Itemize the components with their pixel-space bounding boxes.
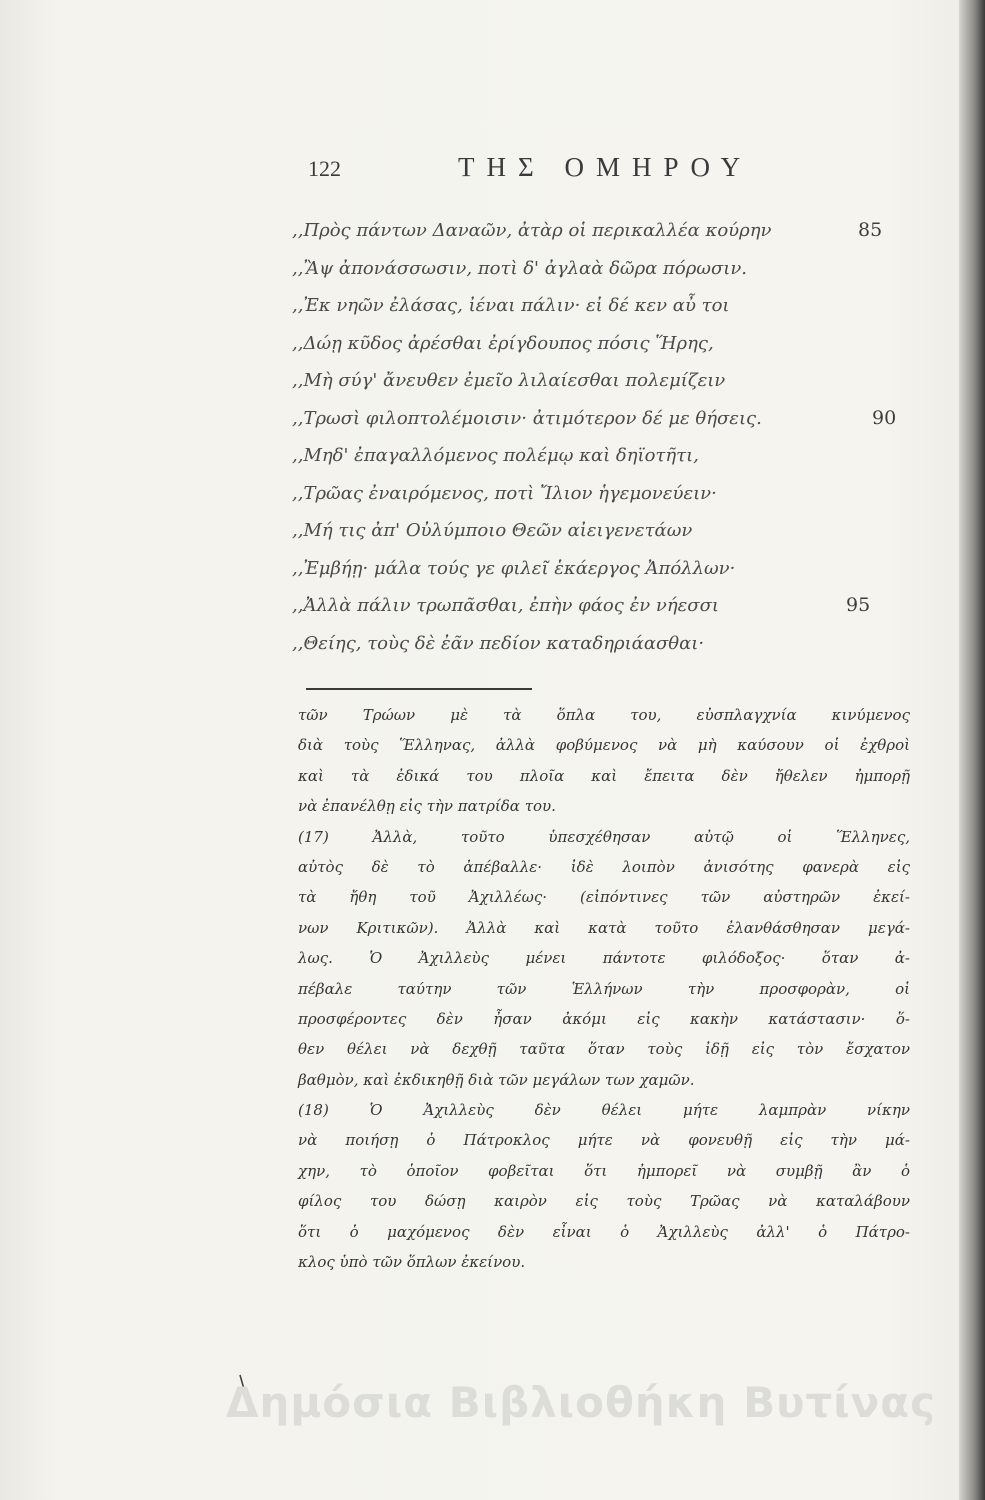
footnote-line: ὅτι ὁ μαχόμενος δὲν εἶναι ὁ Ἀχιλλεὺς ἀλλ' ὁ Πάτρο-	[298, 1222, 910, 1241]
verse-text: ,,Ἐκ νηῶν ἐλάσας, ἰέναι πάλιν· εἰ δέ κεν αὖ τοι	[292, 295, 730, 316]
running-title: ΤΗΣ ΟΜΗΡΟΥ	[458, 152, 753, 182]
verse-text: ,,Ἂψ ἀπονάσσωσιν, ποτὶ δ' ἀγλαὰ δῶρα πόρωσιν.	[292, 257, 747, 279]
verse-text: ,,Μὴ σύγ' ἄνευθεν ἐμεῖο λιλαίεσθαι πολεμίζειν	[292, 370, 726, 391]
verse-line	[292, 287, 932, 325]
footnote-line: νὰ ἐπανέλθῃ εἰς τὴν πατρίδα του.	[298, 797, 556, 816]
verse-line	[292, 212, 932, 250]
footnote-line: αὐτὸς δὲ τὸ ἀπέβαλλε· ἰδὲ λοιπὸν ἀνισότης φανερὰ εἰς	[298, 857, 910, 876]
verse-line	[292, 587, 932, 625]
footnote-line: κλος ὑπὸ τῶν ὅπλων ἐκείνου.	[298, 1253, 526, 1272]
footnote-line: (17) Ἀλλὰ, τοῦτο ὑπεσχέθησαν αὐτῷ οἱ Ἕλληνες,	[298, 827, 910, 846]
verse-text: ,,Θείης, τοὺς δὲ ἐᾶν πεδίον καταδηριάασθαι·	[292, 632, 705, 654]
footnote-rule	[306, 688, 532, 690]
verse-line	[292, 625, 932, 663]
footnotes	[298, 700, 910, 1277]
verse-line	[292, 512, 932, 550]
verse-line	[292, 250, 932, 288]
footnote-line: (18) Ὁ Ἀχιλλεὺς δὲν θέλει μήτε λαμπρὰν νίκην	[298, 1101, 910, 1120]
verse-line	[292, 362, 932, 400]
verse-line	[292, 437, 932, 475]
footnote-line: διὰ τοὺς Ἕλληνας, ἀλλὰ φοβύμενος νὰ μὴ καύσουν οἱ ἐχθροὶ	[298, 736, 910, 755]
footnote-line: πέβαλε ταύτην τῶν Ἑλλήνων τὴν προσφορὰν, οἱ	[298, 979, 910, 998]
verse-text: ,,Ἀλλὰ πάλιν τρωπᾶσθαι, ἐπὴν φάος ἐν νήεσσι	[292, 595, 719, 616]
verse-text: ,,Δώῃ κῦδος ἀρέσθαι ἐρίγδουπος πόσις Ἥρης,	[292, 332, 714, 354]
footnote-line: νὰ ποιήσῃ ὁ Πάτροκλος μήτε νὰ φονευθῇ εἰς τὴν μά-	[298, 1131, 910, 1150]
line-number: 95	[846, 594, 871, 616]
verse-line	[292, 325, 932, 363]
footnote-line: θεν θέλει νὰ δεχθῇ ταῦτα ὅταν τοὺς ἰδῇ εἰς τὸν ἔσχατον	[298, 1040, 910, 1059]
verse-line	[292, 550, 932, 588]
verse-text: ,,Μή τις ἀπ' Οὐλύμποιο Θεῶν αἰειγενετάων	[292, 520, 693, 541]
line-number: 90	[872, 406, 897, 429]
verse-text: ,,Πρὸς πάντων Δαναῶν, ἀτὰρ οἱ περικαλλέα κούρην	[292, 220, 772, 241]
library-watermark: Δημόσια Βιβλιοθήκη Βυτίνας	[226, 1378, 936, 1427]
footnote-line: λως. Ὁ Ἀχιλλεὺς μένει πάντοτε φιλόδοξος· ὅταν ἀ-	[298, 949, 910, 968]
verse-text: ,,Τρῶας ἐναιρόμενος, ποτὶ Ἴλιον ἡγεμονεύειν·	[292, 482, 717, 504]
verse-block	[292, 212, 932, 662]
page-number: 122	[308, 156, 341, 181]
verse-text: ,,Ἐμβήῃ· μάλα τούς γε φιλεῖ ἑκάεργος Ἀπόλλων·	[292, 557, 736, 579]
running-header	[308, 152, 788, 192]
footnote-line: νων Κριτικῶν). Ἀλλὰ καὶ κατὰ τοῦτο ἐλανθάσθησαν μεγά-	[298, 918, 910, 937]
verse-line	[292, 475, 932, 513]
footnote-line: φίλος του δώσῃ καιρὸν εἰς τοὺς Τρῶας νὰ καταλάβουν	[298, 1192, 910, 1211]
footnote-line: προσφέροντες δὲν ἦσαν ἀκόμι εἰς κακὴν κατάστασιν· ὅ-	[298, 1009, 910, 1028]
footnote-line: τῶν Τρώων μὲ τὰ ὅπλα του, εὐσπλαγχνία κινύμενος	[298, 706, 910, 724]
footnote-line: καὶ τὰ ἐδικά του πλοῖα καὶ ἔπειτα δὲν ἤθελεν ἠμπορῇ	[298, 766, 910, 785]
verse-text: ,,Μηδ' ἐπαγαλλόμενος πολέμῳ καὶ δηϊοτῆτι,	[292, 445, 699, 466]
footnote-line: χην, τὸ ὁποῖον φοβεῖται ὅτι ἠμπορεῖ νὰ συμβῇ ἂν ὁ	[298, 1161, 910, 1180]
footnote-line: τὰ ἤθη τοῦ Ἀχιλλέως· (εἰπόντινες τῶν αὐστηρῶν ἐκεί-	[298, 888, 910, 907]
scan-edge	[959, 0, 985, 1500]
line-number: 85	[858, 219, 883, 241]
verse-text: ,,Τρωσὶ φιλοπτολέμοισιν· ἀτιμότερον δέ με θήσεις.	[292, 407, 762, 429]
verse-line	[292, 400, 932, 438]
footnote-line: βαθμὸν, καὶ ἐκδικηθῇ διὰ τῶν μεγάλων των χαμῶν.	[298, 1070, 695, 1089]
